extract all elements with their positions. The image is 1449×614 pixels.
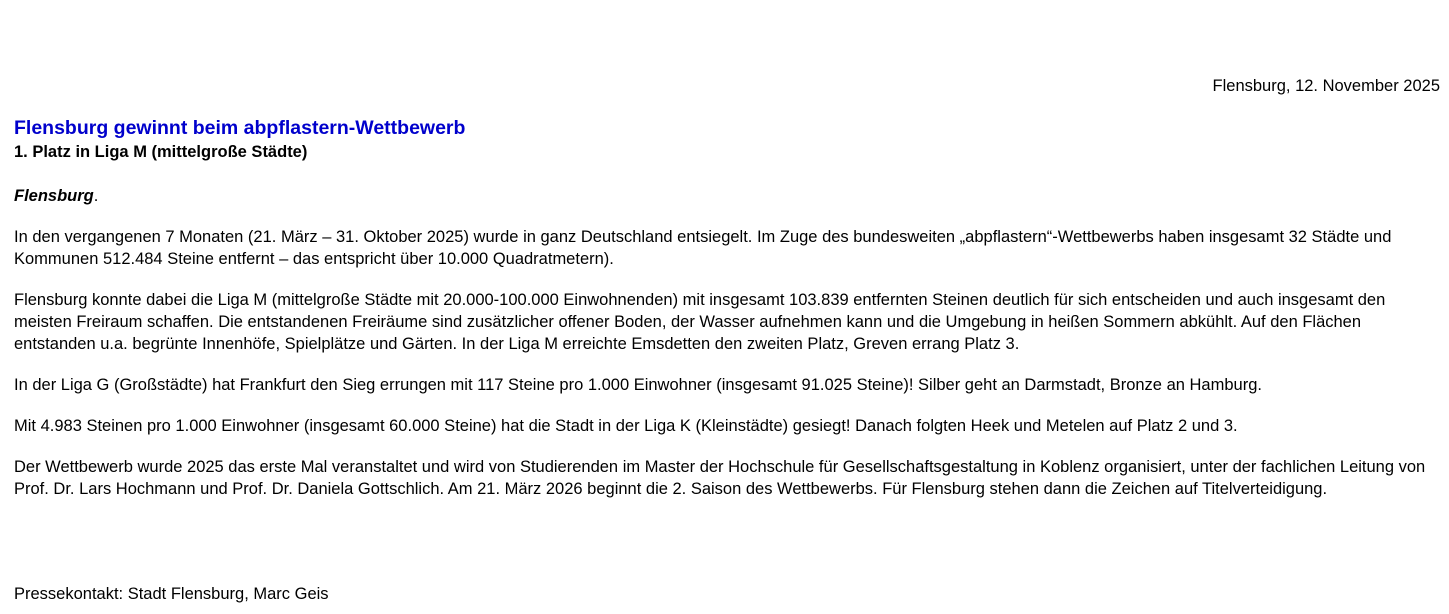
press-contact: Pressekontakt: Stadt Flensburg, Marc Geis xyxy=(14,585,329,603)
press-release-body xyxy=(14,185,1432,519)
subheadline: 1. Platz in Liga M (mittelgroße Städte) xyxy=(14,143,308,161)
dateline: Flensburg, 12. November 2025 xyxy=(1212,77,1440,95)
paragraph-intro: In den vergangenen 7 Monaten (21. März – 31. Oktober 2025) wurde in ganz Deutschland entsiegelt. Im Zuge des bundesweiten „abpflastern“-Wettbewerbs haben insgesamt 32 Städte und Kommunen 512.484 Steine entfernt – das entspricht über 10.000 Quadratmetern). xyxy=(14,228,1392,268)
location-line xyxy=(14,185,1432,207)
paragraph-liga-g: In der Liga G (Großstädte) hat Frankfurt den Sieg errungen mit 117 Steine pro 1.000 Einwohner (insgesamt 91.025 Steine)! Silber geht an Darmstadt, Bronze an Hamburg. xyxy=(14,376,1262,394)
headline: Flensburg gewinnt beim abpflastern-Wettbewerb xyxy=(14,117,466,139)
location-name: Flensburg xyxy=(14,187,94,205)
paragraph-liga-m: Flensburg konnte dabei die Liga M (mittelgroße Städte mit 20.000-100.000 Einwohnenden) mit insgesamt 103.839 entfernten Steinen deutlich für sich entscheiden und auch insgesamt den meisten Freiraum schaffen. Die entstandenen Freiräume sind zusätzlicher offener Boden, der Wasser aufnehmen kann und die Umgebung in heißen Sommern abkühlt. Auf den Flächen entstanden u.a. begrünte Innenhöfe, Spielplätze und Gärten. In der Liga M erreichte Emsdetten den zweiten Platz, Greven errang Platz 3. xyxy=(14,291,1386,353)
paragraph-about-competition: Der Wettbewerb wurde 2025 das erste Mal veranstaltet und wird von Studierenden im Master der Hochschule für Gesellschaftsgestaltung in Koblenz organisiert, unter der fachlichen Leitung von Prof. Dr. Lars Hochmann und Prof. Dr. Daniela Gottschlich. Am 21. März 2026 beginnt die 2. Saison des Wettbewerbs. Für Flensburg stehen dann die Zeichen auf Titelverteidigung. xyxy=(14,458,1426,498)
paragraph-liga-k: Mit 4.983 Steinen pro 1.000 Einwohner (insgesamt 60.000 Steine) hat die Stadt in der Liga K (Kleinstädte) gesiegt! Danach folgten Heek und Metelen auf Platz 2 und 3. xyxy=(14,417,1238,435)
location-suffix: . xyxy=(93,187,99,205)
